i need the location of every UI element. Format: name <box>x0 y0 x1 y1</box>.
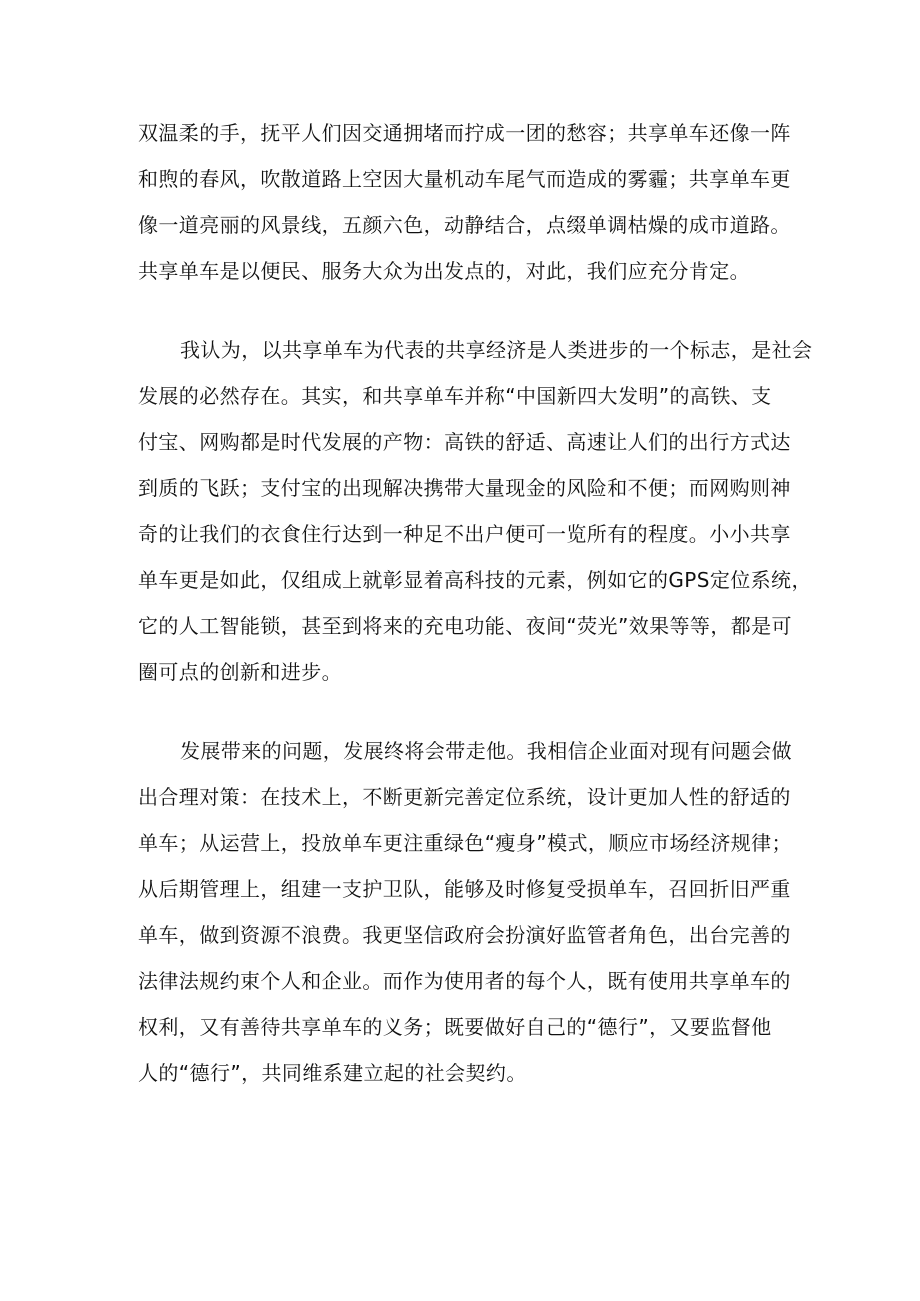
text-line: 我认为，以共享单车为代表的共享经济是人类进步的一个标志，是社会 <box>180 338 813 362</box>
text-line: 单车更是如此，仅组成上就彰显着高科技的元素，例如它的GPS定位系统， <box>138 568 812 592</box>
text-line: 单车；从运营上，投放单车更注重绿色“瘦身”模式，顺应市场经济规律； <box>138 831 792 855</box>
text-line: 单车，做到资源不浪费。我更坚信政府会扮演好监管者角色，出台完善的 <box>138 923 791 947</box>
text-line: 出合理对策：在技术上，不断更新完善定位系统，设计更加人性的舒适的 <box>138 785 791 809</box>
text-line: 法律法规约束个人和企业。而作为使用者的每个人，既有使用共享单车的 <box>138 969 791 993</box>
text-line: 从后期管理上，组建一支护卫队，能够及时修复受损单车，召回折旧严重 <box>138 877 791 901</box>
text-line: 双温柔的手，抚平人们因交通拥堵而拧成一团的愁容；共享单车还像一阵 <box>138 121 791 145</box>
text-line: 共享单车是以便民、服务大众为出发点的，对此，我们应充分肯定。 <box>138 259 750 283</box>
text-line: 到质的飞跃；支付宝的出现解决携带大量现金的风险和不便；而网购则神 <box>138 476 791 500</box>
text-line: 和煦的春风，吹散道路上空因大量机动车尾气而造成的雾霾；共享单车更 <box>138 167 791 191</box>
text-line: 付宝、网购都是时代发展的产物：高铁的舒适、高速让人们的出行方式达 <box>138 430 791 454</box>
text-line: 权利，又有善待共享单车的义务；既要做好自己的“德行”，又要监督他 <box>138 1015 772 1039</box>
text-line: 发展带来的问题，发展终将会带走他。我相信企业面对现有问题会做 <box>180 739 792 763</box>
text-line: 像一道亮丽的风景线，五颜六色，动静结合，点缀单调枯燥的成市道路。 <box>138 213 791 237</box>
text-line: 它的人工智能锁，甚至到将来的充电功能、夜间“荧光”效果等等，都是可 <box>138 614 792 638</box>
text-line: 发展的必然存在。其实，和共享单车并称“中国新四大发明”的高铁、支 <box>138 384 772 408</box>
text-line: 奇的让我们的衣食住行达到一种足不出户便可一览所有的程度。小小共享 <box>138 522 791 546</box>
text-line: 圈可点的创新和进步。 <box>138 660 342 684</box>
text-line: 人的“德行”，共同维系建立起的社会契约。 <box>138 1061 527 1085</box>
